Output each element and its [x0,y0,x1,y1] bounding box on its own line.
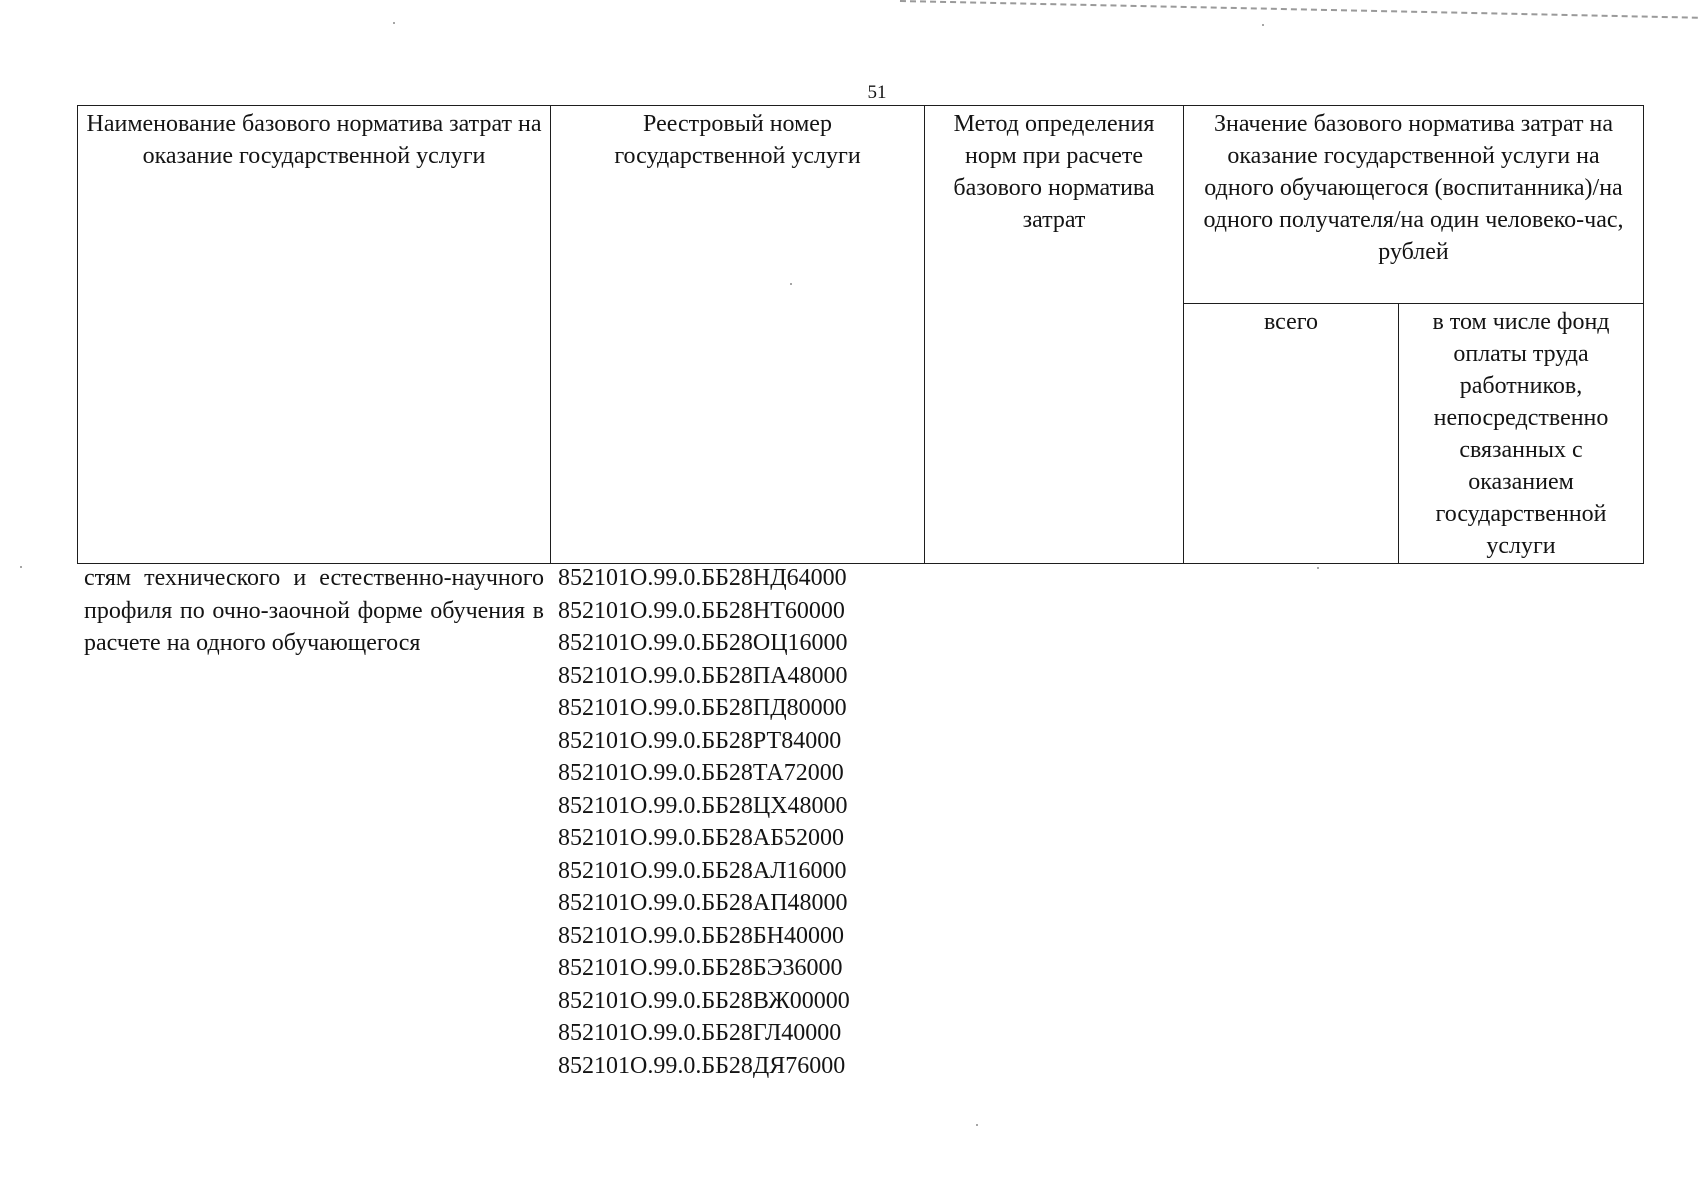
scan-speck [1262,24,1264,26]
cost-norm-name-continuation: стям технического и естественно-научного профиля по очно-заочной форме обучения в расчете на одного обучающегося [84,565,544,656]
registry-number-item: 852101О.99.0.ББ28РТ84000 [558,727,842,754]
registry-number-item: 852101О.99.0.ББ28АЛ16000 [558,857,847,884]
registry-number-item: 852101О.99.0.ББ28ОЦ16000 [558,630,848,656]
header-norm-value: Значение базового норматива затрат на оказание государственной услуги на одного обучающегося (воспитанника)/на одного получателя/на один человеко-час, рублей [1184,106,1644,304]
scan-speck [393,22,395,24]
header-cost-norm-name: Наименование базового норматива затрат на оказание государственной услуги [78,106,551,564]
registry-number-item: 852101О.99.0.ББ28ПД80000 [558,695,847,721]
registry-number-item: 852101О.99.0.ББ28БН40000 [558,922,845,949]
registry-number-item: 852101О.99.0.ББ28ГЛ40000 [558,1020,842,1046]
registry-number-item: 852101О.99.0.ББ28НТ60000 [558,597,845,624]
scan-speck [1317,567,1319,569]
registry-number-item: 852101О.99.0.ББ28АП48000 [558,890,848,916]
registry-number-item: 852101О.99.0.ББ28ДЯ76000 [558,1052,846,1079]
registry-number-item: 852101О.99.0.ББ28ЦХ48000 [558,792,848,819]
registry-number-item: 852101О.99.0.ББ28ТА72000 [558,760,844,786]
registry-number-item: 852101О.99.0.ББ28ВЖ00000 [558,987,850,1014]
header-registry-number: Реестровый номер государственной услуги [551,106,925,564]
scan-speck [976,1124,978,1126]
scan-edge-dashed-line [900,0,1698,19]
header-total: всего [1184,304,1399,564]
registry-number-item: 852101О.99.0.ББ28ПА48000 [558,662,848,689]
header-payroll-fund: в том числе фонд оплаты труда работников, непосредственно связанных с оказанием государственной услуги [1399,304,1644,564]
registry-number-item: 852101О.99.0.ББ28БЭ36000 [558,955,843,981]
header-calculation-method: Метод определения норм при расчете базового норматива затрат [925,106,1184,564]
registry-number-item: 852101О.99.0.ББ28АБ52000 [558,825,845,851]
registry-number-item: 852101О.99.0.ББ28НД64000 [558,565,847,591]
registry-number-list [558,562,938,1082]
scan-speck [20,566,22,568]
norms-table-header [77,105,1644,564]
page-number: 51 [867,82,887,103]
